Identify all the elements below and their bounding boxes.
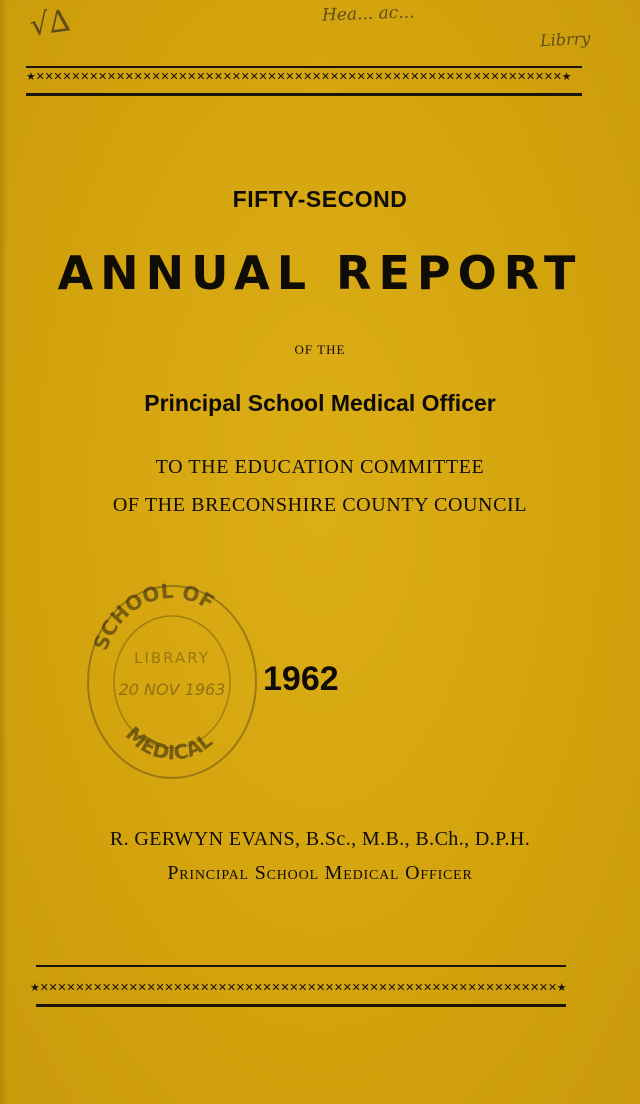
star-ornament-left: ★ — [26, 70, 36, 83]
author-name: R. GERWYN EVANS, B.Sc., M.B., B.Ch., D.P.H. — [109, 828, 531, 850]
handwritten-note-right: Librry — [539, 28, 591, 51]
report-year: 1962 — [263, 660, 339, 698]
bottom-rule-lower — [36, 1004, 566, 1007]
of-the-label: OF THE — [294, 342, 346, 357]
bottom-ornament-row — [30, 981, 590, 994]
top-rule-upper — [26, 66, 582, 68]
edition-heading: FIFTY-SECOND — [232, 186, 408, 212]
committee-line: TO THE EDUCATION COMMITTEE — [155, 456, 485, 478]
top-ornament-row — [26, 70, 592, 83]
stamp-text-library: LIBRARY — [134, 649, 210, 667]
bottom-rule-upper — [36, 965, 566, 967]
council-line: OF THE BRECONSHIRE COUNTY COUNCIL — [112, 494, 528, 516]
stamp-text-top: SCHOOL OF — [88, 578, 219, 654]
stamp-text-date: 20 NOV 1963 — [118, 680, 226, 699]
handwritten-note-middle: Hea... ac... — [321, 2, 415, 26]
library-stamp — [80, 575, 265, 790]
top-rule-lower — [26, 93, 582, 96]
stamp-text-bottom: MEDICAL — [121, 721, 217, 765]
handwritten-note-left: √∆ — [27, 3, 73, 44]
ornament-pattern: ✕✕✕✕✕✕✕✕✕✕✕✕✕✕✕✕✕✕✕✕✕✕✕✕✕✕✕✕✕✕✕✕✕✕✕✕✕✕✕✕✕✕✕✕✕✕✕✕✕✕✕✕✕✕✕✕✕✕ — [39, 981, 557, 994]
officer-title: Principal School Medical Officer — [144, 390, 496, 416]
report-title: ANNUAL REPORT — [57, 246, 583, 300]
author-role: Principal School Medical Officer — [167, 862, 473, 884]
page-edge-shadow — [0, 0, 8, 1104]
ornament-pattern: ✕✕✕✕✕✕✕✕✕✕✕✕✕✕✕✕✕✕✕✕✕✕✕✕✕✕✕✕✕✕✕✕✕✕✕✕✕✕✕✕✕✕✕✕✕✕✕✕✕✕✕✕✕✕✕✕✕✕✕ — [35, 70, 562, 83]
star-ornament-right: ★ — [561, 70, 572, 83]
star-ornament-right: ★ — [556, 981, 567, 994]
star-ornament-left: ★ — [30, 981, 40, 994]
